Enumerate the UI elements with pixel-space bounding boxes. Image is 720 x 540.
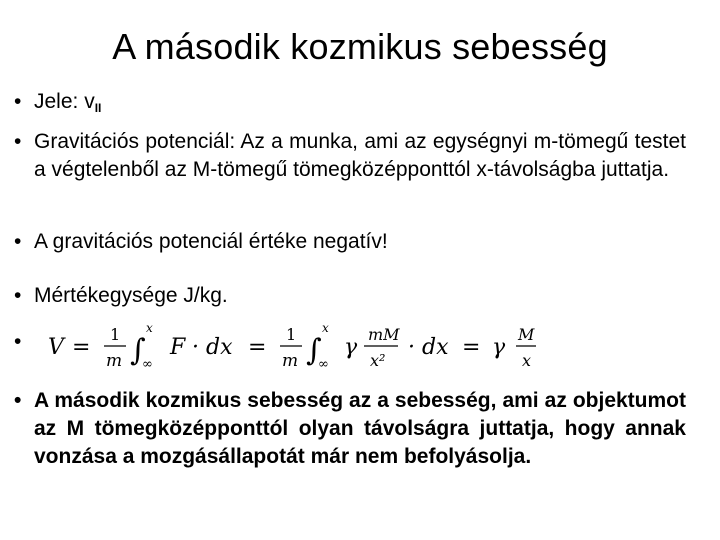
bullet-formula <box>14 318 686 374</box>
formula-gamma-1: γ <box>344 335 358 360</box>
potential-formula <box>46 318 546 374</box>
potential-negative-text: A gravitációs potenciál értéke negatív! <box>34 230 388 253</box>
bullet-potential-definition <box>14 128 686 184</box>
formula-m-1: m <box>106 351 123 371</box>
formula-equals-3: = <box>462 335 481 360</box>
bullet-symbol-item <box>14 88 686 122</box>
symbol-label: Jele: v <box>34 90 95 113</box>
formula-mM: mM <box>368 325 400 344</box>
integral-lower-1: ∞ <box>142 357 153 372</box>
bullet-dot: • <box>14 284 22 307</box>
unit-text: Mértékegysége J/kg. <box>34 284 228 307</box>
integral-upper-2: x <box>322 321 329 335</box>
bullet-potential-negative <box>14 228 686 256</box>
integral-sign-2: ∫ <box>306 333 322 368</box>
formula-x: x <box>522 351 532 370</box>
potential-definition-text: Gravitációs potenciál: Az a munka, ami az egységnyi m-tömegű testet a végtelenből az M-tömegű tömegközépponttól x-távolságba juttatja. <box>34 130 686 181</box>
bullet-dot: • <box>14 330 22 353</box>
formula-gamma-2: γ <box>492 335 506 360</box>
integral-upper-1: x <box>146 321 153 335</box>
formula-dx-1: · dx <box>192 335 233 360</box>
bullet-second-cosmic-velocity <box>14 387 686 471</box>
formula-dx-2: · dx <box>408 335 449 360</box>
formula-m-2: m <box>282 351 299 371</box>
symbol-subscript: II <box>94 101 102 115</box>
integral-sign-1: ∫ <box>130 333 146 368</box>
integral-lower-2: ∞ <box>318 357 329 372</box>
bullet-unit <box>14 282 686 310</box>
formula-M: M <box>518 325 535 344</box>
bullet-dot: • <box>14 230 22 253</box>
bullet-dot: • <box>14 389 22 412</box>
formula-V: V <box>48 335 64 360</box>
bullet-dot: • <box>14 90 22 113</box>
formula-x2: x² <box>370 351 386 370</box>
formula-equals-2: = <box>248 335 267 360</box>
formula-one-1: 1 <box>110 325 121 344</box>
slide-title: A második kozmikus sebesség <box>112 26 608 67</box>
formula-equals-1: = <box>72 335 91 360</box>
formula-F: F <box>170 335 186 360</box>
formula-one-2: 1 <box>286 325 297 344</box>
bullet-dot: • <box>14 130 22 153</box>
second-cosmic-velocity-text: A második kozmikus sebesség az a sebesség, ami az objektumot az M tömegközépponttól olyan távolságra juttatja, hogy annak vonzása a mozgásállapotát már nem befolyásolja. <box>34 389 686 468</box>
